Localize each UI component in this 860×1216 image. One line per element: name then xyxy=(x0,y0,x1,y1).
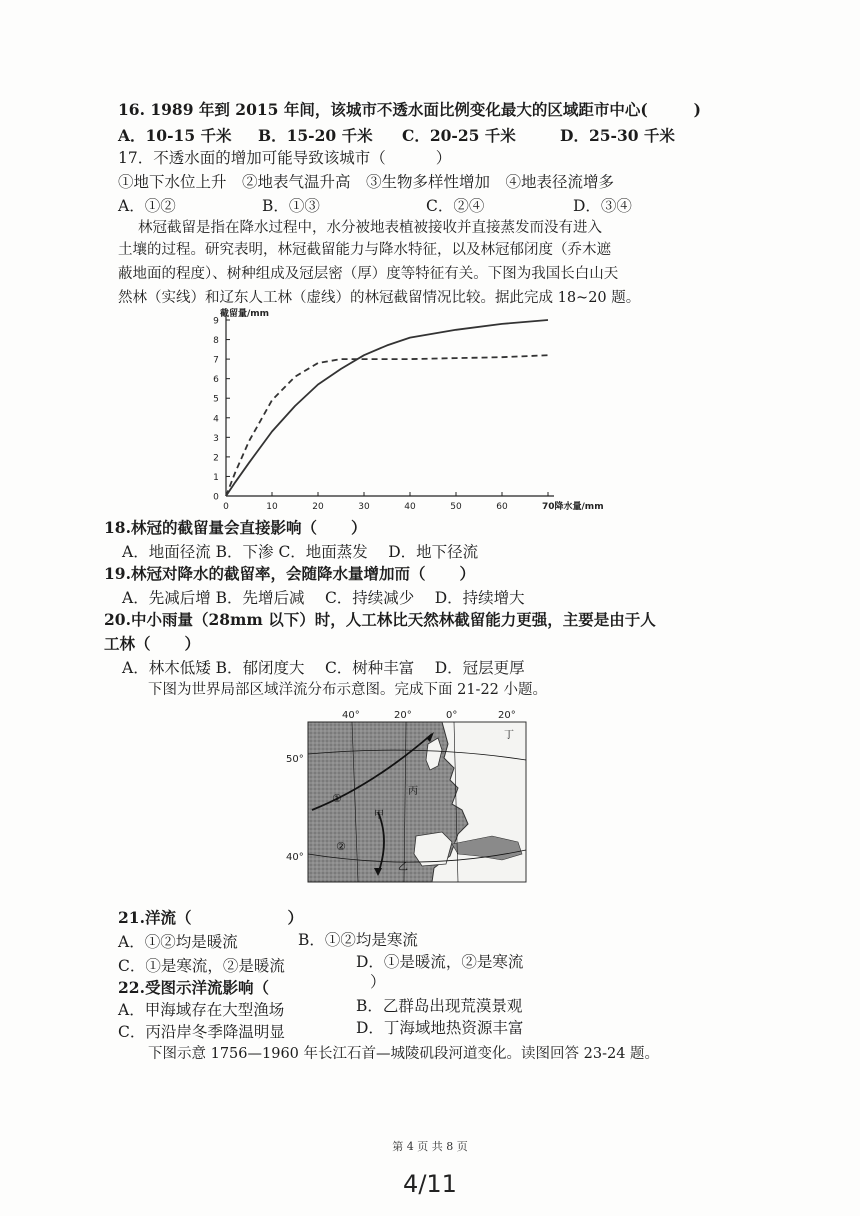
series-line-dashed xyxy=(226,355,548,496)
x-tick-label: 0 xyxy=(223,502,229,512)
map-label-lon-20w: 20° xyxy=(394,710,412,721)
x-tick-label: 50 xyxy=(450,502,462,512)
q21-option-c: C．①是寒流，②是暖流 xyxy=(118,957,285,975)
q16-option-d: D．25-30 千米 xyxy=(560,126,675,145)
q17-option-a: A．①② xyxy=(118,197,176,215)
map-label-lon-20e: 20° xyxy=(498,710,516,721)
q16-option-b: B．15-20 千米 xyxy=(258,126,373,145)
map-marker-2: ② xyxy=(336,840,346,853)
q21-option-a: A．①②均是暖流 xyxy=(118,933,238,951)
q16-stem: 16. 1989 年到 2015 年间，该城市不透水面比例变化最大的区域距市中心( ) xyxy=(118,100,702,119)
y-tick-label: 2 xyxy=(213,453,219,464)
map-label-lat-40: 40° xyxy=(286,852,304,863)
page-footer: 第 4 页 共 8 页 xyxy=(392,1140,468,1153)
y-tick-label: 9 xyxy=(213,316,219,327)
q18-stem: 18.林冠的截留量会直接影响（ ） xyxy=(104,518,367,537)
passage1-line-3: 蔽地面的程度）、树种组成及冠层密（厚）度等特征有关。下图为我国长白山天 xyxy=(118,266,619,282)
y-tick-label: 6 xyxy=(213,375,219,386)
passage1-line-1: 林冠截留是指在降水过程中，水分被地表植被接收并直接蒸发而没有进入 xyxy=(138,220,602,236)
q18-options: A．地面径流 B．下渗 C．地面蒸发 D．地下径流 xyxy=(122,543,479,561)
q22-close: ） xyxy=(370,973,386,991)
q20-options: A．林木低矮 B．郁闭度大 C．树种丰富 D．冠层更厚 xyxy=(122,659,525,677)
q20-stem: 20.中小雨量（28mm 以下）时，人工林比天然林截留能力更强，主要是由于人 xyxy=(104,610,656,629)
q22-option-a: A．甲海域存在大型渔场 xyxy=(118,1001,285,1019)
series-line-solid xyxy=(226,320,548,496)
interception-chart xyxy=(196,304,604,518)
passage1-line-2: 土壤的过程。研究表明，林冠截留能力与降水特征，以及林冠郁闭度（乔木遮 xyxy=(118,242,611,258)
q22-option-c: C．丙沿岸冬季降温明显 xyxy=(118,1023,285,1041)
x-tick-label: 10 xyxy=(266,502,278,512)
q19-stem: 19.林冠对降水的截留率，会随降水量增加而（ ） xyxy=(104,564,475,583)
q22-stem: 22.受图示洋流影响（ xyxy=(118,978,269,997)
q16-option-c: C．20-25 千米 xyxy=(402,126,516,145)
x-tick-label: 30 xyxy=(358,502,370,512)
q21-option-d: D．①是暖流，②是寒流 xyxy=(356,953,524,971)
passage3: 下图示意 1756—1960 年长江石首—城陵矶段河道变化。读图回答 23-24 题。 xyxy=(148,1046,660,1062)
x-tick-label: 20 xyxy=(312,502,324,512)
map-marker-yi: 乙 xyxy=(398,862,408,873)
q21-stem: 21.洋流（ ） xyxy=(118,908,303,927)
y-tick-label: 1 xyxy=(213,472,219,483)
q17-stem: 17．不透水面的增加可能导致该城市（ ） xyxy=(118,149,452,167)
map-marker-jia: 甲 xyxy=(374,810,384,821)
map-label-lon-40: 40° xyxy=(342,710,360,721)
y-axis-label: 截留量/mm xyxy=(220,309,270,319)
y-tick-label: 5 xyxy=(213,394,219,405)
x-axis-label: 70降水量/mm xyxy=(542,502,604,512)
y-tick-label: 7 xyxy=(213,355,219,366)
q22-option-b: B．乙群岛出现荒漠景观 xyxy=(356,997,523,1015)
map-marker-1: ① xyxy=(332,792,342,805)
y-tick-label: 4 xyxy=(213,414,219,425)
q17-option-d: D．③④ xyxy=(573,197,632,215)
q22-option-d: D．丁海域地热资源丰富 xyxy=(356,1019,524,1037)
q17-statements: ①地下水位上升 ②地表气温升高 ③生物多样性增加 ④地表径流增多 xyxy=(118,173,615,191)
y-tick-label: 3 xyxy=(213,433,219,444)
q21-option-b: B．①②均是寒流 xyxy=(298,931,418,949)
passage1-line-4: 然林（实线）和辽东人工林（虚线）的林冠截留情况比较。据此完成 18~20 题。 xyxy=(118,290,641,306)
page-indicator: 4/11 xyxy=(403,1170,457,1198)
passage2: 下图为世界局部区域洋流分布示意图。完成下面 21-22 小题。 xyxy=(148,682,548,698)
y-tick-label: 0 xyxy=(213,492,219,503)
x-tick-label: 60 xyxy=(496,502,508,512)
map-label-lat-50: 50° xyxy=(286,754,304,765)
q16-option-a: A．10-15 千米 xyxy=(118,126,232,145)
q20-stem-2: 工林（ ） xyxy=(104,634,201,653)
x-tick-label: 40 xyxy=(404,502,416,512)
y-tick-label: 8 xyxy=(213,336,219,347)
q19-options: A．先减后增 B．先增后减 C．持续减少 D．持续增大 xyxy=(122,589,525,607)
q17-option-b: B．①③ xyxy=(262,197,320,215)
map-marker-ding: 丁 xyxy=(504,730,514,741)
map-label-lon-0: 0° xyxy=(446,710,458,721)
map-marker-bing: 丙 xyxy=(408,786,418,797)
q17-option-c: C．②④ xyxy=(426,197,485,215)
ocean-current-map xyxy=(282,704,540,886)
